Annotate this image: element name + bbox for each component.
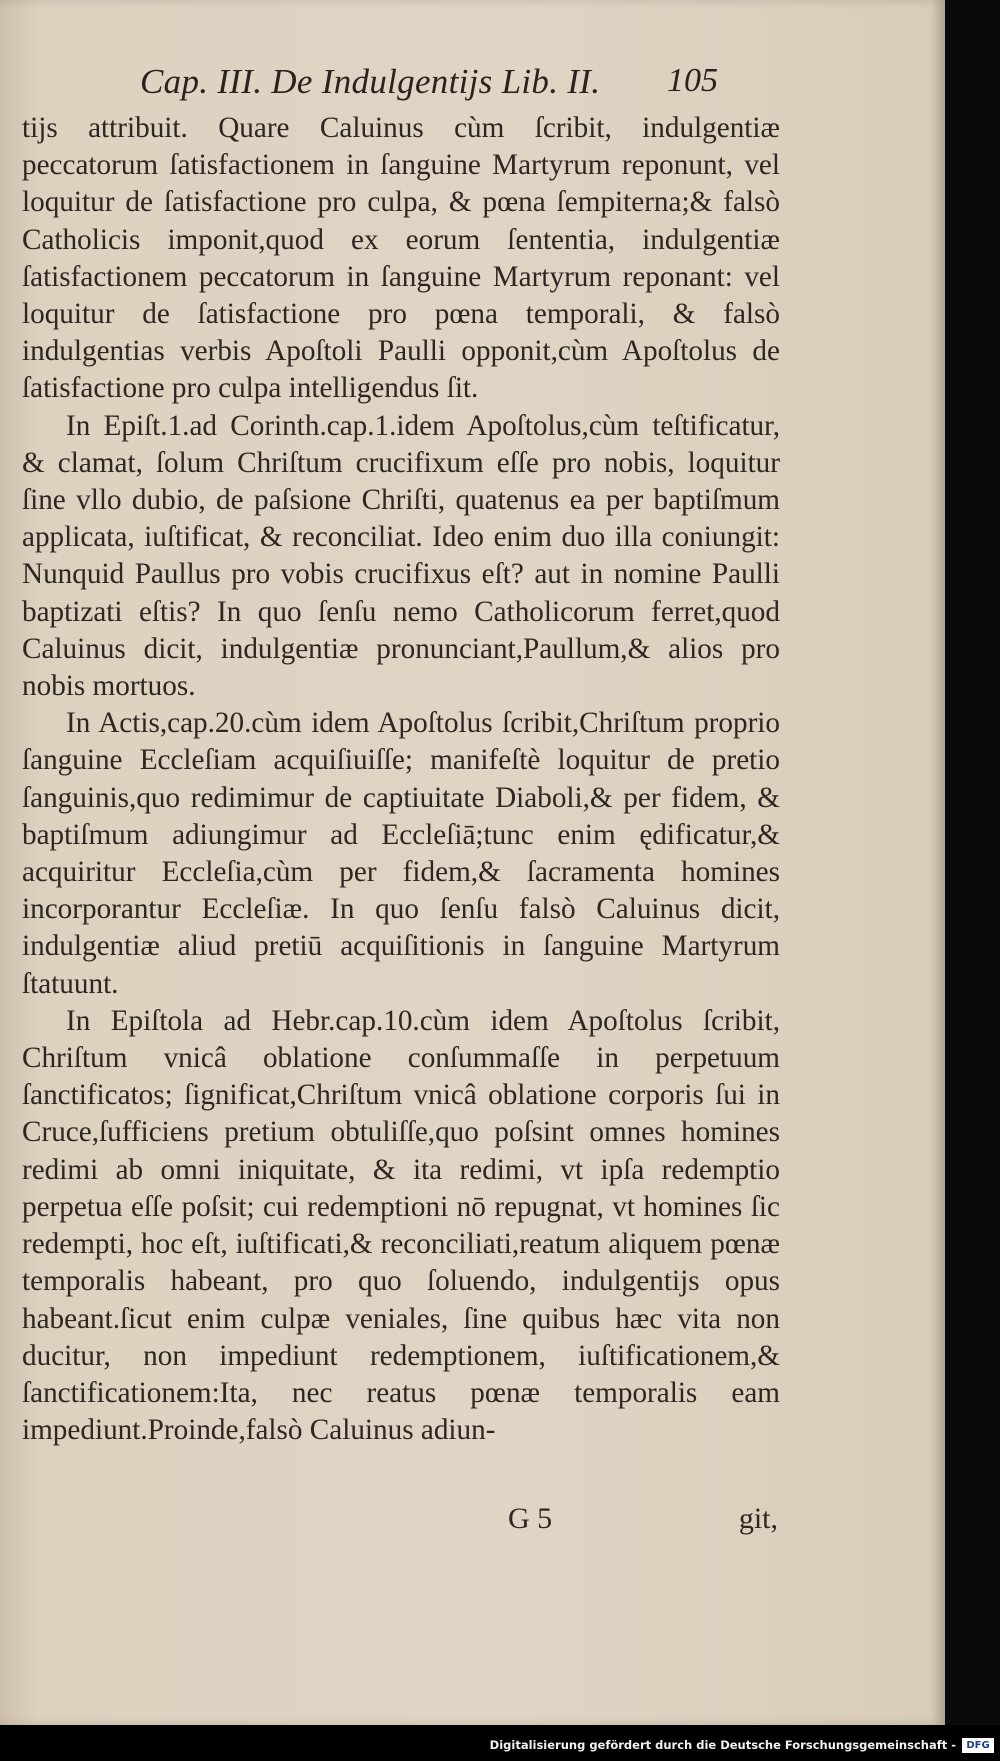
paragraph-2: In Epiſt.1.ad Corinth.cap.1.idem Apoſtolus,cùm teſtificatur, & clamat, ſolum Chriſtum crucifixum eſſe pro nobis, loquitur ſine vllo dubio, de paſsione Chriſti, quatenus ea per baptiſmum applicata, iuſtificat, & reconciliat. Ideo enim duo illa coniungit: Nunquid Paullus pro vobis crucifixus eſt? aut in nomine Paulli baptizati eſtis? In quo ſenſu nemo Catholicorum ferret,quod Caluinus dicit, indulgentiæ pronunciant,Paullum,& alios pro nobis mortuos.: [22, 409, 780, 703]
catchword: git,: [738, 1502, 778, 1535]
digitization-footer: [0, 1725, 1000, 1761]
paragraph-4: In Epiſtola ad Hebr.cap.10.cùm idem Apoſtolus ſcribit, Chriſtum vnicâ oblatione conſummaſſe in perpetuum ſanctificatos; ſignificat,Chriſtum vnicâ oblatione corporis ſui in Cruce,ſufficiens pretium obtuliſſe,quo poſsint omnes homines redimi ab omni iniquitate, & ita redimi, vt ipſa redemptio perpetua eſſe poſsit; cui redemptioni nō repugnat, vt homines ſic redempti, hoc eſt, iuſtificati,& reconciliati,reatum aliquem pœnæ temporalis habeant, pro quo ſoluendo, indulgentijs opus habeant.ſicut enim culpæ veniales, ſine quibus hæc vita non ducitur, non impediunt redemptionem, iuſtificationem,& ſanctificationem:Ita, nec reatus pœnæ temporalis eam impediunt.Proinde,falsò Caluinus adiun-: [22, 1004, 780, 1447]
paragraph-1: tijs attribuit. Quare Caluinus cùm ſcribit, indulgentiæ peccatorum ſatisfactionem in ſanguine Martyrum reponunt, vel loquitur de ſatisfactione pro culpa, & pœna ſempiterna;& falsò Catholicis imponit,quod ex eorum ſententia, indulgentiæ ſatisfactionem peccatorum in ſanguine Martyrum reponant: vel loquitur de ſatisfactione pro pœna temporali, & falsò indulgentias verbis Apoſtoli Paulli opponit,cùm Apoſtolus de ſatisfactione pro culpa intelligendus ſit.: [22, 112, 780, 405]
body-text: [22, 110, 780, 1449]
signature-mark: G 5: [508, 1502, 553, 1535]
funding-credit: Digitalisierung gefördert durch die Deutsche Forschungsgemeinschaft -: [489, 1738, 956, 1752]
paragraph-3: In Actis,cap.20.cùm idem Apoſtolus ſcribit,Chriſtum proprio ſanguine Eccleſiam acquiſiuiſſe; manifeſtè loquitur de pretio ſanguinis,quo redimimur de captiuitate Diaboli,& per fidem, & baptiſmum adiungimur ad Eccleſiā;tunc enim ędificatur,& acquiritur Eccleſia,cùm per fidem,& ſacramenta homines incorporantur Eccleſiæ. In quo ſenſu falsò Caluinus dicit, indulgentiæ aliud pretiū acquiſitionis in ſanguine Martyrum ſtatuunt.: [22, 707, 780, 1000]
dfg-logo-icon: DFG: [962, 1738, 994, 1753]
page-number: 105: [667, 62, 718, 99]
running-title: Cap. III. De Indulgentijs Lib. II.: [140, 62, 601, 101]
